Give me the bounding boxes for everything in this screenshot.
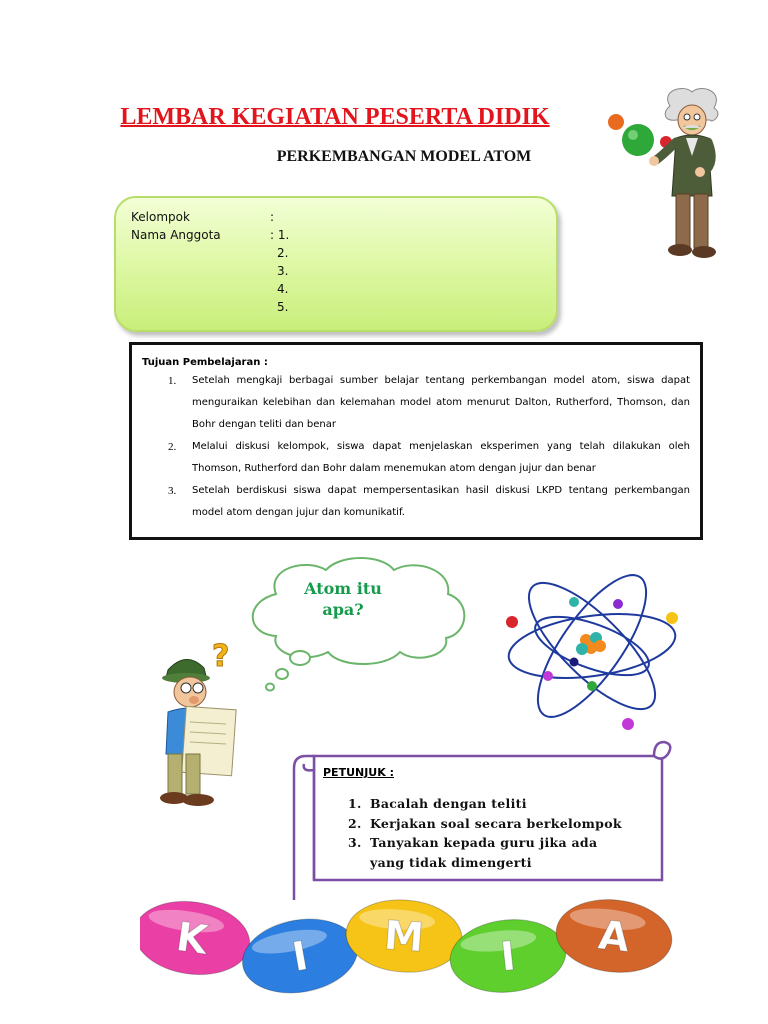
member-line-4: 4. [277, 282, 289, 296]
step-number: 3. [348, 835, 362, 850]
banner-letter-a-candy [553, 898, 676, 978]
objective-item [170, 480, 690, 524]
cloud-line-1: Atom itu [304, 579, 382, 598]
objective-item [170, 370, 690, 436]
step-number: 1. [348, 796, 362, 811]
question-mark-icon: ? [212, 639, 230, 674]
member-line-3: 3. [277, 264, 289, 278]
member-line-5: 5. [277, 300, 289, 314]
scientist-juggling-illustration [600, 86, 730, 264]
nucleus-icon [576, 632, 606, 655]
thought-cloud-icon [236, 554, 472, 694]
thought-cloud-text [276, 578, 410, 620]
banner-letter: A [596, 912, 632, 962]
learning-objectives-box [129, 342, 703, 540]
banner-letter: M [382, 912, 426, 962]
orange-ball-icon [608, 114, 624, 130]
objective-item [170, 436, 690, 480]
banner-letter-i-candy [447, 914, 570, 998]
objective-text: Setelah mengkaji berbagai sumber belajar tentang perkembangan model atom, siswa dapat menguraikan kelebihan dan kelemahan model atom menurut Dalton, Rutherford, Thomson, dan Bohr dengan teliti dan benar [192, 375, 690, 430]
banner-letter: I [498, 933, 518, 981]
step-text: Kerjakan soal secara berkelompok [370, 816, 622, 831]
instruction-step-3-continued: yang tidak dimengerti [370, 855, 532, 870]
objective-number: 1. [168, 375, 177, 387]
atom-model-icon [500, 568, 690, 736]
objective-number: 3. [168, 485, 177, 497]
step-text: Tanyakan kepada guru jika ada [370, 835, 598, 850]
objective-text: Melalui diskusi kelompok, siswa dapat menjelaskan eksperimen yang telah dilakukan oleh Thomson, Rutherford dan Bohr dalam menemukan atom dengan jujur dan benar [192, 441, 690, 474]
banner-letter-m-candy [344, 898, 465, 976]
member-line-2: 2. [277, 246, 289, 260]
instruction-step-2 [348, 816, 622, 831]
page-title: LEMBAR KEGIATAN PESERTA DIDIK [120, 104, 550, 130]
instructions-label: PETUNJUK : [323, 766, 394, 779]
objectives-heading: Tujuan Pembelajaran : [142, 357, 268, 368]
member-line-1: : 1. [270, 228, 290, 242]
confused-explorer-illustration [146, 636, 242, 808]
step-number: 2. [348, 816, 362, 831]
instruction-step-3 [348, 835, 597, 850]
cloud-line-2: apa? [322, 600, 364, 619]
page-subtitle: PERKEMBANGAN MODEL ATOM [276, 148, 532, 165]
kimia-banner [140, 898, 680, 998]
banner-letter-k-candy [140, 898, 254, 982]
group-separator: : [270, 210, 275, 224]
green-ball-icon [622, 124, 654, 156]
group-label: Kelompok [131, 210, 190, 224]
objective-number: 2. [168, 441, 177, 453]
objective-text: Setelah berdiskusi siswa dapat mempersentasikan hasil diskusi LKPD tentang perkembangan model atom dengan jujur dan komunikatif. [192, 485, 690, 518]
banner-letter: K [173, 914, 211, 964]
group-identity-box [114, 196, 558, 332]
members-label: Nama Anggota [131, 228, 221, 242]
banner-letter: I [288, 933, 312, 981]
banner-letter-i-candy [237, 910, 364, 998]
instruction-step-1 [348, 796, 527, 811]
step-text: Bacalah dengan teliti [370, 796, 527, 811]
